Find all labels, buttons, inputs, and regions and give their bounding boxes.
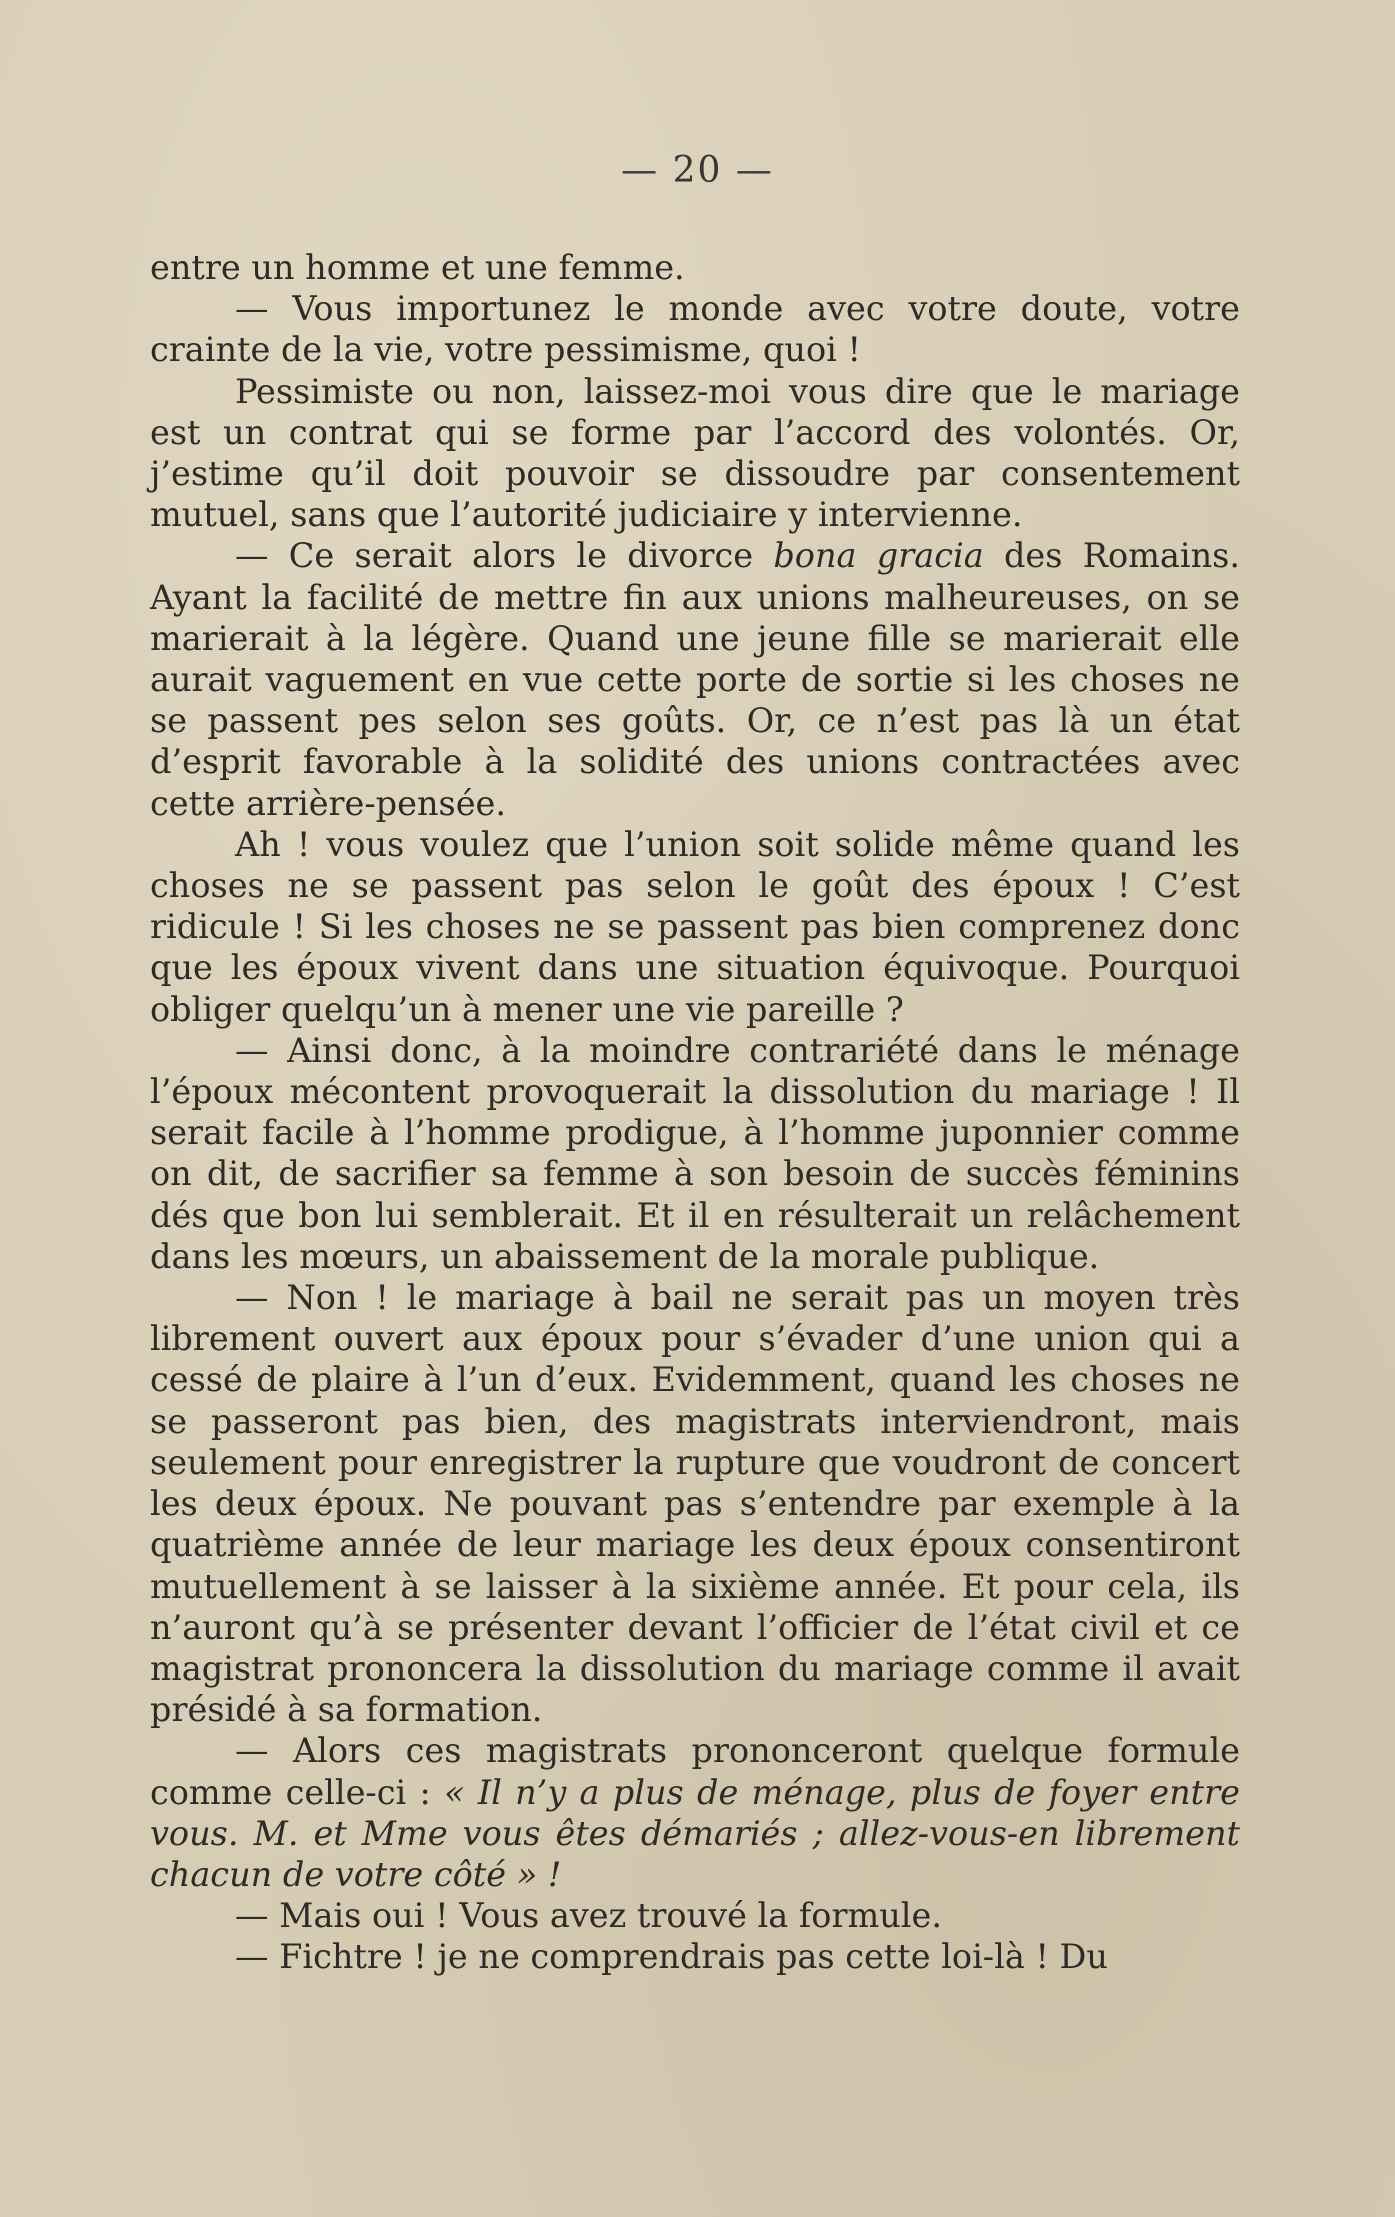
paragraph xyxy=(150,535,1240,823)
text-run: Pessimiste ou non, laissez-moi vous dire que le mariage est un contrat qui se forme par l’accord des volontés. Or, j’estime qu’il doit pouvoir se dissoudre par consentement mutuel, sans que l’autorité judiciaire y intervienne. xyxy=(150,371,1240,535)
paragraph xyxy=(150,1895,1240,1936)
paragraph xyxy=(150,1730,1240,1895)
paragraph xyxy=(150,288,1240,370)
text-run: des Romains. Ayant la facilité de mettre fin aux unions malheureuses, on se marierait à la légère. Quand une jeune fille se marierait elle aurait vaguement en vue cette porte de sortie si les choses ne se passent pes selon ses goûts. Or, ce n’est pas là un état d’esprit favorable à la solidité des unions contractées avec cette arrière-pensée. xyxy=(150,536,1240,823)
text-run: — Alors ces magistrats prononceront quelque formule comme celle-ci : xyxy=(150,1731,1240,1812)
paragraph xyxy=(150,1030,1240,1277)
text-run: — Ainsi donc, à la moindre contrariété dans le ménage l’époux mécontent provoquerait la dissolution du mariage ! Il serait facile à l’homme prodigue, à l’homme juponnier comme on dit, de sacrifier sa femme à son besoin de succès féminins dés que bon lui semblerait. Et il en résulterait un relâchement dans les mœurs, un abaissement de la morale publique. xyxy=(150,1030,1240,1276)
text-run: — Non ! le mariage à bail ne serait pas un moyen très librement ouvert aux époux pour s’évader d’une union qui a cessé de plaire à l’un d’eux. Evidemment, quand les choses ne se passeront pas bien, des magistrats interviendront, mais seulement pour enregistrer la rupture que voudront de concert les deux époux. Ne pouvant pas s’entendre par exemple à la quatrième année de leur mariage les deux époux consentiront mutuellement à se laisser à la sixième année. Et pour cela, ils n’auront qu’à se présenter devant l’officier de l’état civil et ce magistrat prononcera la dissolution du mariage comme il avait présidé à sa formation. xyxy=(150,1278,1240,1730)
paragraph xyxy=(150,824,1240,1030)
text-run: — Ce serait alors le divorce xyxy=(235,536,774,576)
text-run: entre un homme et une femme. xyxy=(150,248,685,287)
italic-text-run: « Il n’y a plus de ménage, plus de foyer entre vous. M. et Mme vous êtes démariés ; allez-vous-en librement chacun de votre côté » ! xyxy=(150,1772,1240,1894)
paragraph xyxy=(150,1936,1240,1977)
text-run: — Mais oui ! Vous avez trouvé la formule. xyxy=(235,1896,942,1936)
italic-text-run: bona gracia xyxy=(773,536,984,576)
paragraph xyxy=(150,371,1240,536)
text-run: Ah ! vous voulez que l’union soit solide même quand les choses ne se passent pas selon le goût des époux ! C’est ridicule ! Si les choses ne se passent pas bien comprenez donc que les époux vivent dans une situation équivoque. Pourquoi obliger quelqu’un à mener une vie pareille ? xyxy=(150,824,1240,1029)
paragraph xyxy=(150,247,1240,288)
text-run: — Vous importunez le monde avec votre doute, votre crainte de la vie, votre pessimisme, quoi ! xyxy=(150,289,1240,370)
text-run: — Fichtre ! je ne comprendrais pas cette loi-là ! Du xyxy=(235,1937,1108,1977)
paragraph xyxy=(150,1277,1240,1730)
page-number: — 20 — xyxy=(621,150,774,191)
body-text xyxy=(150,247,1240,1978)
